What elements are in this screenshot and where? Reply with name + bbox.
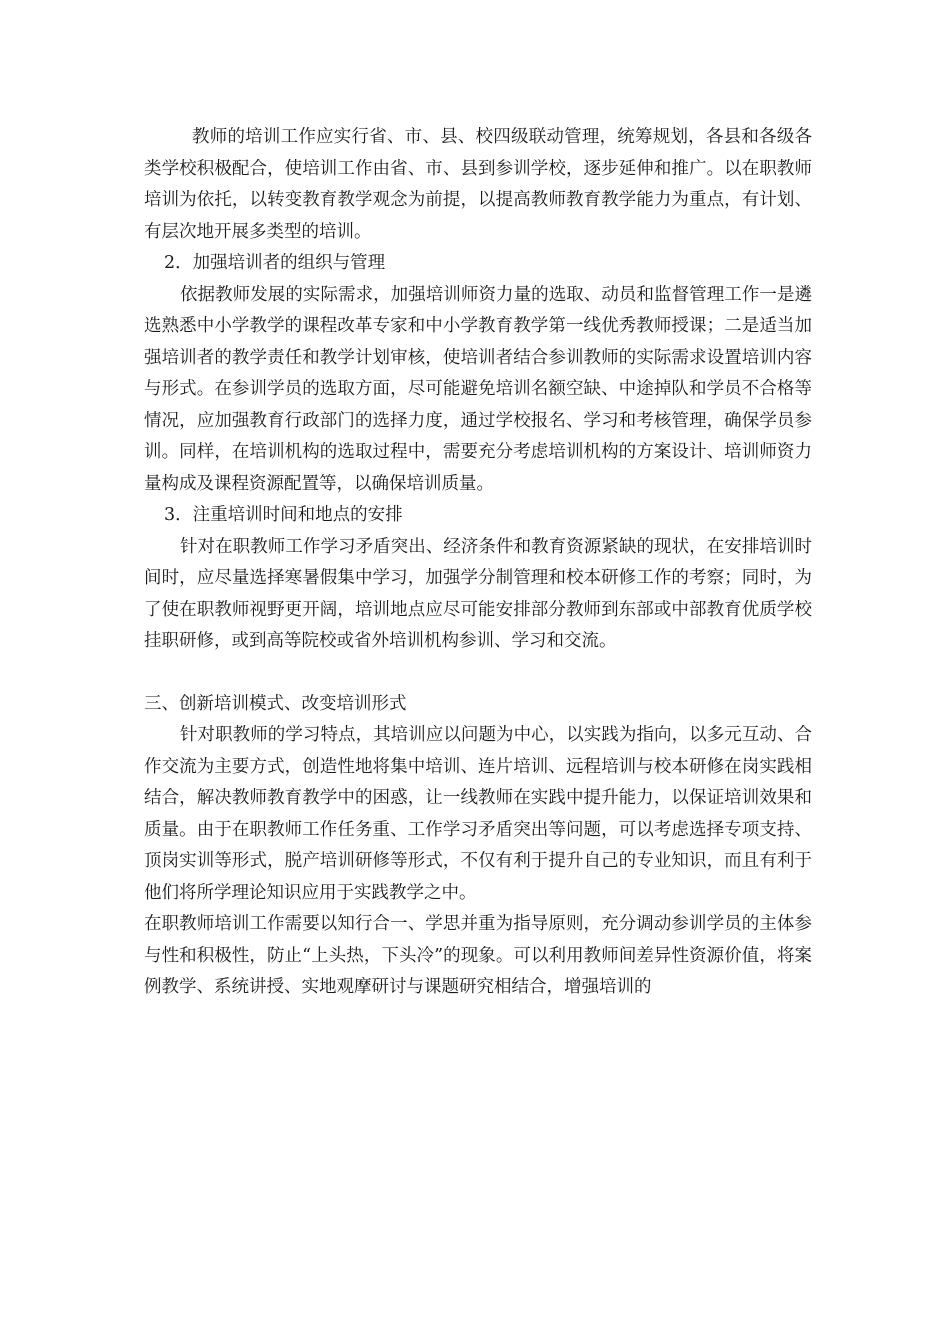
paragraph-management: 教师的培训工作应实行省、市、县、校四级联动管理，统筹规划，各县和各级各类学校积极配合，使培训工作由省、市、县到参训学校，逐步延伸和推广。以在职教师培训为依托，以转变教育教学观念为前提，以提高教师教育教学能力为重点，有计划、有层次地开展多类型的培训。	[144, 127, 812, 242]
paragraph-time-location: 针对在职教师工作学习矛盾突出、经济条件和教育资源紧缺的现状，在安排培训时间时，应尽量选择寒暑假集中学习，加强学分制管理和校本研修工作的考察；同时，为了使在职教师视野更开阔，培训地点应尽可能安排部分教师到东部或中部教育优质学校挂职研修，或到高等院校或省外培训机构参训、学习和交流。	[144, 536, 812, 651]
heading-time-location: 3．注重培训时间和地点的安排	[164, 505, 403, 525]
paragraph-principles: 在职教师培训工作需要以知行合一、学思并重为指导原则，充分调动参训学员的主体参与性和积极性，防止“上头热，下头冷”的现象。可以利用教师间差异性资源价值，将案例教学、系统讲授、实地观摩研讨与课题研究相结合，增强培训的	[144, 914, 812, 997]
section-heading-innovation: 三、创新培训模式、改变培训形式	[144, 693, 407, 714]
document-page	[144, 122, 812, 1004]
paragraph-training-mode: 针对职教师的学习特点，其培训应以问题为中心，以实践为指向，以多元互动、合作交流为主要方式，创造性地将集中培训、连片培训、远程培训与校本研修在岗实践相结合，解决教师教育教学中的困惑，让一线教师在实践中提升能力，以保证培训效果和质量。由于在职教师工作任务重、工作学习矛盾突出等问题，可以考虑选择专项支持、顶岗实训等形式，脱产培训研修等形式，不仅有利于提升自己的专业知识，而且有利于他们将所学理论知识应用于实践教学之中。	[144, 725, 812, 903]
paragraph-trainer-management: 依据教师发展的实际需求，加强培训师资力量的选取、动员和监督管理工作一是遴选熟悉中小学教学的课程改革专家和中小学教育教学第一线优秀教师授课；二是适当加强培训者的教学责任和教学计划审核，使培训者结合参训教师的实际需求设置培训内容与形式。在参训学员的选取方面，尽可能避免培训名额空缺、中途掉队和学员不合格等情况，应加强教育行政部门的选择力度，通过学校报名、学习和考核管理，确保学员参训。同样，在培训机构的选取过程中，需要充分考虑培训机构的方案设计、培训师资力量构成及课程资源配置等，以确保培训质量。	[144, 284, 812, 494]
heading-trainer-management: 2．加强培训者的组织与管理	[164, 253, 386, 273]
